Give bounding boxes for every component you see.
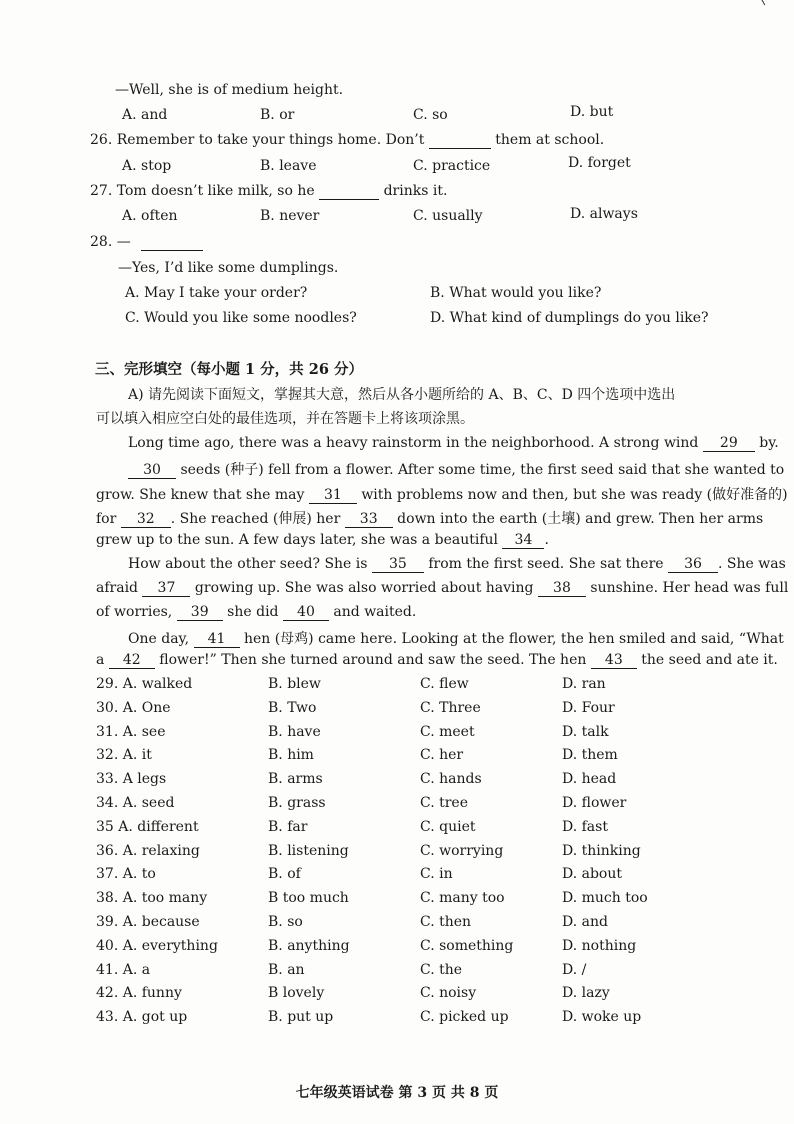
choice-option: B. listening [268, 843, 349, 859]
choice-option: 38. A. too many [96, 890, 208, 906]
question-stem: them at school. [495, 132, 605, 148]
passage-line [96, 604, 416, 621]
choice-option: D. lazy [562, 985, 610, 1001]
passage-text: . She was [718, 556, 786, 572]
choice-option: B lovely [268, 985, 325, 1001]
option: C. usually [413, 208, 483, 224]
choice-option: C. something [420, 938, 514, 954]
choice-option: D. much too [562, 890, 648, 906]
blank-35: 35 [372, 556, 424, 573]
option: A. and [122, 107, 168, 123]
page-footer: 七年级英语试卷 第 3 页 共 8 页 [295, 1085, 499, 1101]
choice-option: C. noisy [420, 985, 477, 1001]
passage-text: . She reached (伸展) her [170, 511, 341, 527]
option: D. but [570, 104, 614, 120]
blank-34: 34 [502, 532, 544, 549]
passage-text: seeds (种子) fell from a flower. After some time, the first seed said that she wanted to [180, 462, 785, 478]
choice-option: D. fast [562, 819, 608, 835]
choice-option: C. hands [420, 771, 482, 787]
passage-line [96, 532, 549, 549]
passage-text: How about the other seed? She is [128, 556, 368, 572]
choice-option: C. worrying [420, 843, 504, 859]
choice-option: B. put up [268, 1009, 334, 1025]
option: A. stop [122, 158, 172, 174]
choice-option: 29. A. walked [96, 676, 193, 692]
choice-option: D. Four [562, 700, 615, 716]
choice-option: C. her [420, 747, 464, 763]
passage-text: by. [759, 435, 779, 451]
blank-38: 38 [538, 580, 586, 597]
option: B. What would you like? [430, 285, 602, 301]
choice-option: 41. A. a [96, 962, 151, 978]
passage-line [96, 508, 763, 528]
passage-line [96, 652, 778, 669]
passage-line [96, 580, 788, 597]
choice-option: B. Two [268, 700, 317, 716]
choice-option: D. them [562, 747, 618, 763]
passage-text: . [544, 532, 549, 548]
passage-text: down into the earth (土壤) and grew. Then her arms [397, 511, 764, 527]
blank-30: 30 [128, 462, 176, 479]
passage-text: afraid [96, 580, 139, 596]
choice-option: D. / [562, 962, 587, 978]
choice-option: C. many too [420, 890, 505, 906]
answer-blank [141, 234, 203, 251]
passage-text: a [96, 652, 105, 668]
option: C. practice [413, 158, 491, 174]
passage-text: sunshine. Her head was full [590, 580, 789, 596]
section-heading: 三、完形填空（每小题 1 分，共 26 分） [95, 361, 363, 378]
question-stem: 28. — [90, 234, 131, 250]
question-stem: 27. Tom doesn’t like milk, so he [90, 183, 315, 199]
choice-option: C. quiet [420, 819, 476, 835]
choice-option: D. flower [562, 795, 627, 811]
choice-option: 43. A. got up [96, 1009, 188, 1025]
choice-option: B too much [268, 890, 349, 906]
section-instruction: A) 请先阅读下面短文，掌握其大意，然后从各小题所给的 A、B、C、D 四个选项中选出 [128, 387, 676, 403]
choice-option: C. flew [420, 676, 469, 692]
passage-line [128, 435, 779, 452]
answer-blank [319, 183, 379, 200]
blank-29: 29 [703, 435, 755, 452]
choice-option: B. blew [268, 676, 321, 692]
choice-option: D. nothing [562, 938, 637, 954]
question-26 [90, 132, 604, 149]
passage-line [128, 628, 784, 648]
choice-option: B. far [268, 819, 308, 835]
passage-line [128, 459, 784, 479]
passage-text: Long time ago, there was a heavy rainstorm in the neighborhood. A strong wind [128, 435, 699, 451]
choice-option: 30. A. One [96, 700, 171, 716]
choice-option: B. of [268, 866, 301, 882]
choice-option: C. tree [420, 795, 469, 811]
question-stem: drinks it. [383, 183, 448, 199]
choice-option: B. anything [268, 938, 350, 954]
choice-option: C. meet [420, 724, 475, 740]
choice-option: C. in [420, 866, 453, 882]
passage-line [128, 556, 786, 573]
blank-33: 33 [345, 511, 393, 528]
question-27 [90, 183, 447, 200]
blank-36: 36 [668, 556, 718, 573]
question-stem: 26. Remember to take your things home. Don’t [90, 132, 425, 148]
choice-option: B. him [268, 747, 314, 763]
choice-option: 40. A. everything [96, 938, 218, 954]
choice-option: B. so [268, 914, 303, 930]
passage-line [96, 484, 788, 504]
choice-option: 37. A. to [96, 866, 156, 882]
choice-option: B. arms [268, 771, 323, 787]
choice-option: D. thinking [562, 843, 641, 859]
choice-option: D. head [562, 771, 617, 787]
option: A. May I take your order? [125, 285, 308, 301]
choice-option: 39. A. because [96, 914, 200, 930]
passage-text: grew up to the sun. A few days later, she was a beautiful [96, 532, 498, 548]
blank-39: 39 [177, 604, 223, 621]
blank-43: 43 [591, 652, 637, 669]
passage-text: she did [227, 604, 279, 620]
passage-text: growing up. She was also worried about having [194, 580, 534, 596]
question-28 [90, 234, 203, 251]
choice-option: D. talk [562, 724, 609, 740]
option: D. always [570, 206, 638, 222]
blank-37: 37 [142, 580, 190, 597]
passage-text: and waited. [333, 604, 417, 620]
passage-text: with problems now and then, but she was ready (做好准备的) [361, 487, 788, 503]
choice-option: 34. A. seed [96, 795, 175, 811]
blank-32: 32 [121, 511, 171, 528]
blank-41: 41 [194, 631, 240, 648]
passage-text: grow. She knew that she may [96, 487, 305, 503]
option: B. never [260, 208, 320, 224]
choice-option: 31. A. see [96, 724, 166, 740]
passage-text: hen (母鸡) came here. Looking at the flower, the hen smiled and said, “What [243, 631, 784, 647]
passage-text: for [96, 511, 117, 527]
section-instruction: 可以填入相应空白处的最佳选项，并在答题卡上将该项涂黑。 [96, 411, 474, 427]
passage-text: the seed and ate it. [641, 652, 778, 668]
choice-option: D. about [562, 866, 623, 882]
choice-option: 35 A. different [96, 819, 199, 835]
answer-blank [429, 132, 491, 149]
choice-option: C. the [420, 962, 463, 978]
choice-option: 42. A. funny [96, 985, 182, 1001]
option: C. Would you like some noodles? [125, 310, 357, 326]
q28-reply: —Yes, I’d like some dumplings. [118, 260, 339, 276]
choice-option: D. ran [562, 676, 606, 692]
choice-option: B. have [268, 724, 321, 740]
choice-option: C. Three [420, 700, 481, 716]
choice-option: 36. A. relaxing [96, 843, 200, 859]
option: A. often [122, 208, 178, 224]
option: D. forget [568, 155, 631, 171]
choice-option: 33. A legs [96, 771, 167, 787]
blank-42: 42 [109, 652, 155, 669]
passage-text: of worries, [96, 604, 173, 620]
dialogue-answer: —Well, she is of medium height. [115, 82, 344, 98]
blank-40: 40 [283, 604, 329, 621]
passage-text: One day, [128, 631, 190, 647]
choice-option: B. grass [268, 795, 326, 811]
option: D. What kind of dumplings do you like? [430, 310, 709, 326]
option: B. leave [260, 158, 317, 174]
option: B. or [260, 107, 295, 123]
choice-option: B. an [268, 962, 305, 978]
choice-option: D. woke up [562, 1009, 642, 1025]
choice-option: C. then [420, 914, 472, 930]
passage-text: flower!” Then she turned around and saw the seed. The hen [159, 652, 587, 668]
passage-text: from the first seed. She sat there [428, 556, 664, 572]
choice-option: C. picked up [420, 1009, 509, 1025]
option: C. so [413, 107, 448, 123]
blank-31: 31 [309, 487, 357, 504]
choice-option: 32. A. it [96, 747, 152, 763]
choice-option: D. and [562, 914, 608, 930]
corner-mark [752, 0, 766, 10]
